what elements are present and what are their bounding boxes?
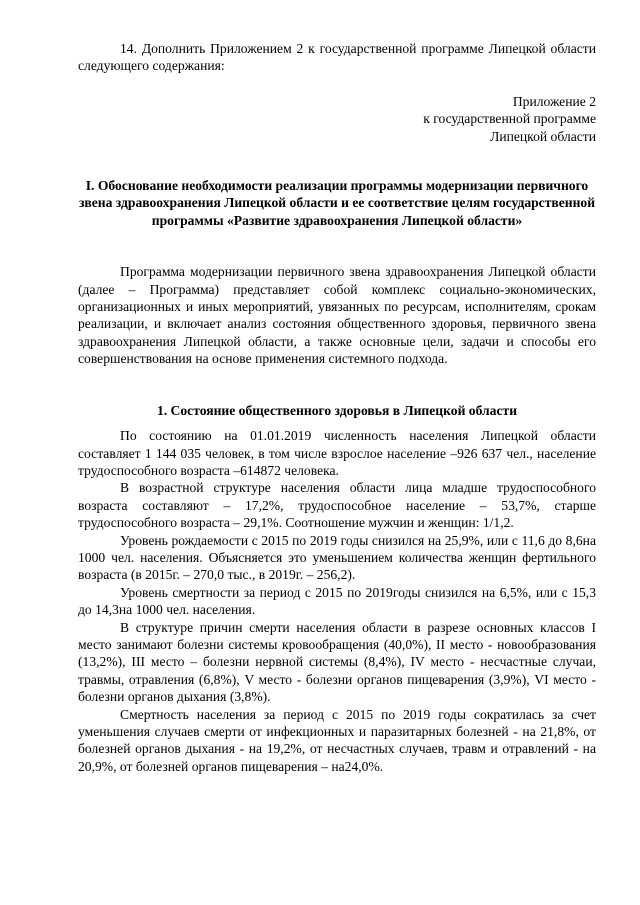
appendix-line-1: Приложение 2	[512, 93, 596, 109]
appendix-line-2: к государственной программе	[423, 111, 596, 127]
paragraph-age-structure: В возрастной структуре населения области лица младше трудоспособного возраста составляют – 17,2%, трудоспособное население – 53,7%, старше трудоспособного возраста – 29,1%. Соотношение мужчин и женщин: 1/1,2.	[78, 480, 596, 531]
paragraph-mortality-rate: Уровень смертности за период с 2015 по 2019годы снизился на 6,5%, или с 15,3 до 14,3на 1000 чел. населения.	[78, 584, 596, 618]
appendix-line-3: Липецкой области	[490, 128, 596, 144]
subsection-title: 1. Состояние общественного здоровья в Липецкой области	[156, 402, 518, 418]
paragraph-population: По состоянию на 01.01.2019 численность населения Липецкой области составляет 1 144 035 человек, в том числе взрослое население –926 637 чел., население трудоспособного возраста –614872 человека.	[78, 428, 596, 478]
paragraph-mortality-decline: Смертность населения за период с 2015 по 2019 годы сократилась за счет уменьшения случаев смерти от инфекционных и паразитарных болезней - на 21,8%, от болезней органов дыхания - на 19,2%, от несчастных случаев, травм и отравлений - на 20,9%, от болезней органов пищеварения – на24,0%.	[78, 706, 596, 774]
document-page	[78, 40, 596, 775]
intro-paragraph: Программа модернизации первичного звена здравоохранения Липецкой области (далее – Программа) представляет собой комплекс социально-экономических, организационных и иных мероприятий, увязанных по ресурсам, исполнителям, срокам реализации, и включает анализ состояния общественного здоровья, первичного звена здравоохранения Липецкой области, а также основные цели, задачи и способы его совершенствования на основе применения системного подхода.	[78, 264, 596, 367]
section-title: I. Обоснование необходимости реализации программы модернизации первичного звена здравоохранения Липецкой области и ее соответствие целям государственной программы «Развитие здравоохранения Липецкой области»	[78, 178, 596, 228]
paragraph-death-causes: В структуре причин смерти населения области в разрезе основных классов I место занимают болезни системы кровообращения (40,0%), II место - новообразования (13,2%), III место – болезни нервной системы (8,4%), IV место - несчастные случаи, травмы, отравления (6,8%), V место - болезни органов пищеварения (3,9%), VI место - болезни органов дыхания (3,8%).	[78, 619, 596, 705]
paragraph-birth-rate: Уровень рождаемости с 2015 по 2019 годы снизился на 25,9%, или с 11,6 до 8,6на 1000 чел. населения. Объясняется это уменьшением количества женщин фертильного возраста (в 2015г. – 270,0 тыс., в 2019г. – 256,2).	[78, 532, 596, 583]
item-14-paragraph: 14. Дополнить Приложением 2 к государственной программе Липецкой области следующего содержания:	[78, 41, 596, 74]
appendix-header	[78, 93, 596, 145]
